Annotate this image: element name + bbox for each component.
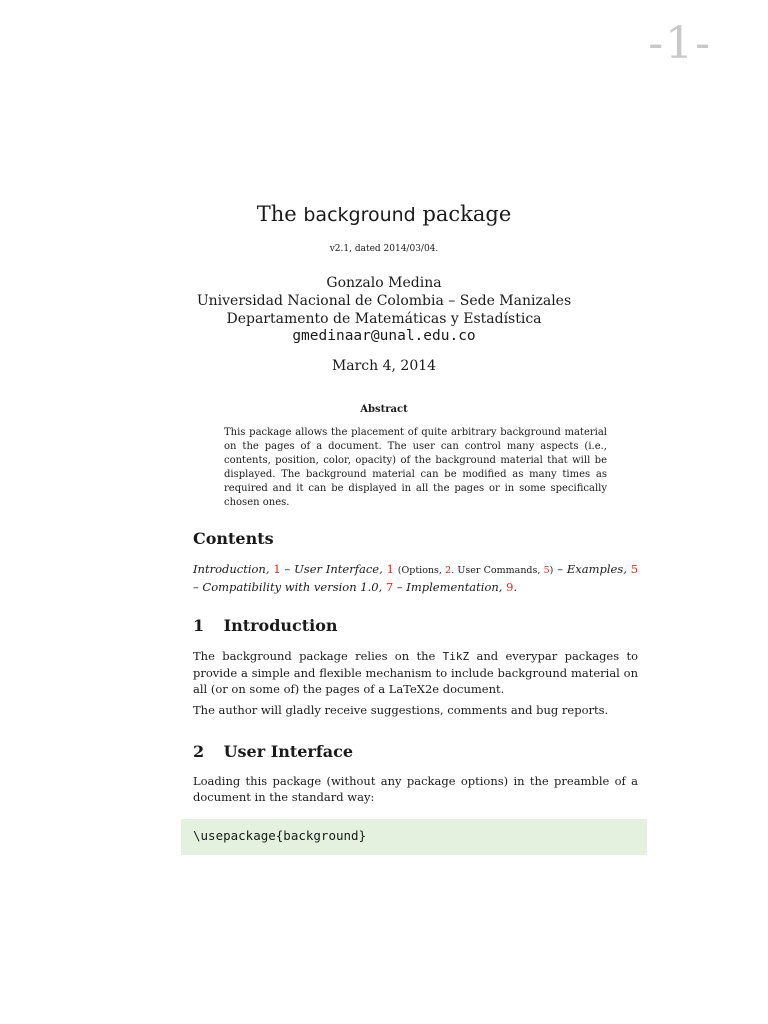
toc-compatibility[interactable]: Compatibility with version 1.0, xyxy=(202,580,383,594)
author-affiliation-1: Universidad Nacional de Colombia – Sede Manizales xyxy=(196,293,572,309)
section-1-p1-text-b: and everypar packages to provide a simple and flexible mechanism to include background material on all (or on some of) the pages of a xyxy=(193,649,639,696)
toc-examples[interactable]: Examples, xyxy=(566,562,627,576)
toc-user-interface[interactable]: User Interface, xyxy=(294,562,383,576)
toc-examples-page[interactable]: 5 xyxy=(630,562,639,576)
section-1-paragraph-2: The author will gladly receive suggestions, comments and bug reports. xyxy=(193,703,609,717)
section-2-number: 2 xyxy=(193,742,205,761)
title-suffix: package xyxy=(422,202,512,226)
toc-user-interface-page[interactable]: 1 xyxy=(386,562,394,576)
toc-user-commands-page[interactable]: 5 xyxy=(543,565,550,576)
toc-user-commands[interactable]: User Commands, xyxy=(457,565,541,576)
author-name: Gonzalo Medina xyxy=(326,275,442,291)
code-block xyxy=(181,819,647,855)
toc-options-page[interactable]: 2 xyxy=(445,565,452,576)
author-affiliation-2: Departamento de Matemáticas y Estadística xyxy=(226,311,542,327)
section-1-p1-text-a: The background package relies on the xyxy=(193,649,436,663)
document-date: March 4, 2014 xyxy=(331,358,437,374)
toc-introduction[interactable]: Introduction, xyxy=(193,562,270,576)
section-2-heading xyxy=(193,742,353,761)
section-1-heading xyxy=(193,616,338,635)
section-2-title: User Interface xyxy=(223,742,354,761)
contents-heading: Contents xyxy=(193,529,274,548)
latex-logo: LaTeX2e xyxy=(388,682,440,696)
section-1-title: Introduction xyxy=(223,616,338,635)
abstract-text: This package allows the placement of quite arbitrary background material on the pages of a document. The user can control many aspects (i.e., contents, position, color, opacity) of the background material that will be displayed. The background material can be modified as many times as required and it can be displayed in all the pages or in some specifically chosen ones. xyxy=(224,427,607,508)
document-title xyxy=(0,202,768,226)
toc-implementation-page[interactable]: 9 xyxy=(506,580,514,594)
section-1-paragraph-1 xyxy=(193,648,638,697)
toc-implementation[interactable]: Implementation, xyxy=(406,580,503,594)
author-email: gmedinaar@unal.edu.co xyxy=(292,328,476,344)
section-2-paragraph-1: Loading this package (without any package options) in the preamble of a document in the standard way: xyxy=(193,774,638,804)
section-1-p1-text-c: document. xyxy=(442,682,505,696)
code-text: \usepackage{background} xyxy=(193,828,367,843)
title-package-name: background xyxy=(303,204,416,226)
version-line: v2.1, dated 2014/03/04. xyxy=(329,244,439,254)
toc-introduction-page[interactable]: 1 xyxy=(273,562,281,576)
page-number: -1- xyxy=(648,18,712,69)
table-of-contents: Introduction, 1 – User Interface, 1 (Options, 2. User Commands, 5) – Examples, 5 – Compatibility with version 1.0, 7 – Implementation, 9. xyxy=(193,562,639,594)
tikz-name: TikZ xyxy=(442,650,470,663)
toc-options[interactable]: Options, xyxy=(401,565,442,576)
section-1-number: 1 xyxy=(193,616,205,635)
title-prefix: The xyxy=(256,202,297,226)
abstract-heading: Abstract xyxy=(360,404,408,415)
toc-compatibility-page[interactable]: 7 xyxy=(385,580,394,594)
